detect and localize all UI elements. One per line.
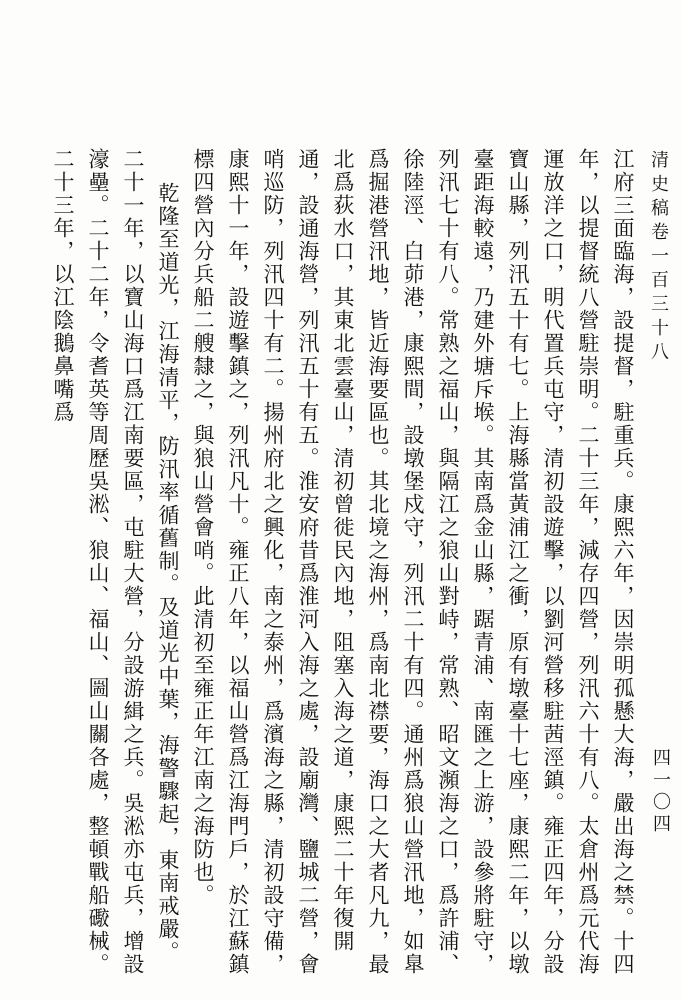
running-header: 清史稿卷一百三十八 (648, 150, 669, 366)
body-text (51, 148, 640, 978)
paragraph-coastal-defense-qianlong-daoguang: 乾隆至道光，江海清平，防汛率循舊制。及道光中葉，海警驟起，東南戒嚴。二十一年，以寶山海口爲江南要區，屯駐大營，分設游緝之兵。吳淞亦屯兵，增設濠壘。二十二年，令耆英等周歷吳淞、狼山、福山、圌山關各處，整頓戰船礮械。二十三年，以江陰鵝鼻嘴爲 (51, 148, 180, 976)
page-number: 四一〇四 (650, 748, 671, 836)
paragraph-coastal-defense-early-qing: 江府三面臨海，設提督，駐重兵。康熙六年，因崇明孤懸大海，嚴出海之禁。十四年，以提督統八營駐崇明。二十三年，減存四營，列汛六十有八。太倉州爲元代海運放洋之口，明代置兵屯守，清初設遊擊，以劉河營移駐茜涇鎮。雍正四年，分設寶山縣，列汛五十有七。上海縣當黃浦江之衝，原有墩臺十七座，康熙二年，以墩臺距海較遠，乃建外塘斥堠。其南爲金山縣，踞青浦、南匯之上游，設參將駐守，列汛七十有八。常熟之福山，與隔江之狼山對峙，常熟、昭文瀕海之口，爲許浦、徐陸涇、白茆港，康熙間，設墩堡戍守，列汛二十有四。通州爲狼山營汛地，如臯爲掘港營汛地，皆近海要區也。其北境之海州，爲南北襟要，海口之大者凡九，最北爲荻水口，其東北雲臺山，清初曾徙民內地，阻塞入海之道，康熙二十年復開通，設通海營，列汛五十有五。淮安府昔爲淮河入海之處，設廟灣、鹽城二營，會哨巡防，列汛四十有二。揚州府北之興化，南之泰州，爲濱海之縣，清初設守備，康熙十一年，設遊擊鎮之，列汛凡十。雍正八年，以福山營爲江海門戶，於江蘇鎮標四營內分兵船二艘隸之，與狼山營會哨。此清初至雍正年江南之海防也。 (191, 148, 635, 976)
